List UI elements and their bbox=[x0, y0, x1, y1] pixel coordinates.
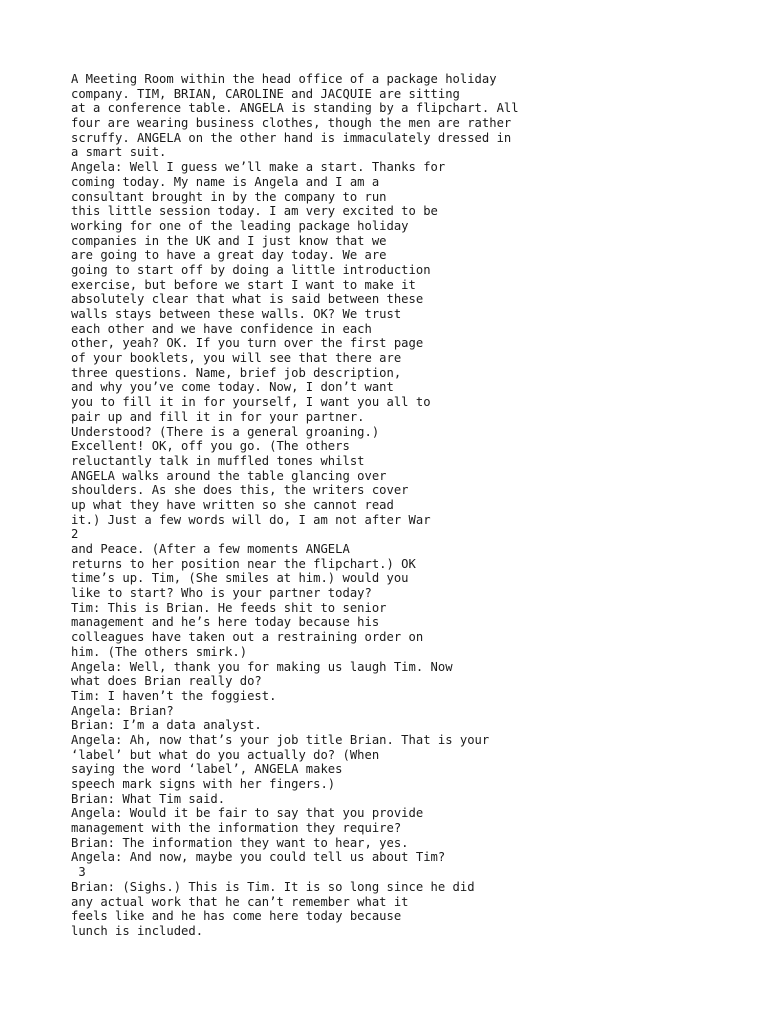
text-line: other, yeah? OK. If you turn over the first page bbox=[71, 336, 424, 351]
text-line: him. (The others smirk.) bbox=[71, 644, 248, 659]
text-line: what does Brian really do? bbox=[71, 674, 262, 689]
text-line: returns to her position near the flipchart.) OK bbox=[71, 556, 416, 571]
text-line: you to fill it in for yourself, I want you all to bbox=[71, 395, 431, 410]
text-line: Tim: I haven’t the foggiest. bbox=[71, 688, 277, 703]
text-line: at a conference table. ANGELA is standing by a flipchart. All bbox=[71, 101, 519, 116]
text-line: management and he’s here today because his bbox=[71, 615, 380, 630]
text-line: Understood? (There is a general groaning.) bbox=[71, 424, 380, 439]
text-line: of your booklets, you will see that there are bbox=[71, 351, 402, 366]
text-line: Brian: (Sighs.) This is Tim. It is so long since he did bbox=[71, 879, 475, 894]
text-line: Angela: Would it be fair to say that you provide bbox=[71, 806, 424, 821]
text-line: ANGELA walks around the table glancing over bbox=[71, 468, 387, 483]
text-line: coming today. My name is Angela and I am a bbox=[71, 174, 380, 189]
text-line: time’s up. Tim, (She smiles at him.) would you bbox=[71, 571, 409, 586]
document-page bbox=[71, 72, 751, 939]
text-line: and Peace. (After a few moments ANGELA bbox=[71, 542, 350, 556]
text-line: pair up and fill it in for your partner. bbox=[71, 409, 365, 424]
text-line: lunch is included. bbox=[71, 923, 204, 938]
text-line: Tim: This is Brian. He feeds shit to senior bbox=[71, 600, 387, 615]
text-line: working for one of the leading package holiday bbox=[71, 218, 409, 233]
text-line: companies in the UK and I just know that we bbox=[71, 233, 387, 248]
text-line: Brian: I’m a data analyst. bbox=[71, 718, 262, 733]
text-line: up what they have written so she cannot read bbox=[71, 497, 394, 512]
text-line: 2 bbox=[71, 527, 79, 542]
text-line: management with the information they require? bbox=[71, 821, 402, 836]
text-line: 3 bbox=[71, 865, 86, 880]
text-line: speech mark signs with her fingers.) bbox=[71, 777, 336, 791]
text-line: walls stays between these walls. OK? We trust bbox=[71, 307, 402, 321]
text-line: shoulders. As she does this, the writers cover bbox=[71, 483, 409, 498]
text-line: Brian: The information they want to hear, yes. bbox=[71, 835, 409, 850]
text-line: colleagues have taken out a restraining order on bbox=[71, 630, 424, 645]
text-line: scruffy. ANGELA on the other hand is immaculately dressed in bbox=[71, 130, 512, 145]
text-line: absolutely clear that what is said between these bbox=[71, 292, 424, 307]
text-line: saying the word ‘label’, ANGELA makes bbox=[71, 762, 343, 777]
text-line: ‘label’ but what do you actually do? (When bbox=[71, 747, 380, 762]
text-line: company. TIM, BRIAN, CAROLINE and JACQUIE are sitting bbox=[71, 86, 460, 101]
text-line: Angela: And now, maybe you could tell us about Tim? bbox=[71, 850, 446, 865]
text-line: consultant brought in by the company to run bbox=[71, 189, 387, 204]
text-line: are going to have a great day today. We are bbox=[71, 248, 387, 263]
text-line: exercise, but before we start I want to make it bbox=[71, 277, 416, 292]
text-line: it.) Just a few words will do, I am not after War bbox=[71, 512, 431, 527]
text-line: Angela: Well, thank you for making us laugh Tim. Now bbox=[71, 659, 453, 674]
text-line: and why you’ve come today. Now, I don’t want bbox=[71, 380, 394, 395]
text-line: feels like and he has come here today because bbox=[71, 909, 402, 924]
text-line: Brian: What Tim said. bbox=[71, 791, 226, 806]
text-line: Excellent! OK, off you go. (The others bbox=[71, 439, 350, 454]
text-line: each other and we have confidence in each bbox=[71, 321, 372, 336]
text-line: A Meeting Room within the head office of a package holiday bbox=[71, 72, 497, 86]
text-line: Angela: Brian? bbox=[71, 703, 174, 718]
text-line: four are wearing business clothes, though the men are rather bbox=[71, 116, 512, 131]
text-line: reluctantly talk in muffled tones whilst bbox=[71, 453, 365, 468]
text-line: any actual work that he can’t remember what it bbox=[71, 894, 409, 909]
text-line: this little session today. I am very excited to be bbox=[71, 204, 438, 219]
text-line: like to start? Who is your partner today? bbox=[71, 586, 372, 601]
text-line: Angela: Well I guess we’ll make a start. Thanks for bbox=[71, 160, 446, 175]
text-line: going to start off by doing a little introduction bbox=[71, 262, 431, 277]
text-line: a smart suit. bbox=[71, 145, 167, 160]
text-line: Angela: Ah, now that’s your job title Brian. That is your bbox=[71, 732, 490, 747]
text-line: three questions. Name, brief job description, bbox=[71, 365, 402, 380]
